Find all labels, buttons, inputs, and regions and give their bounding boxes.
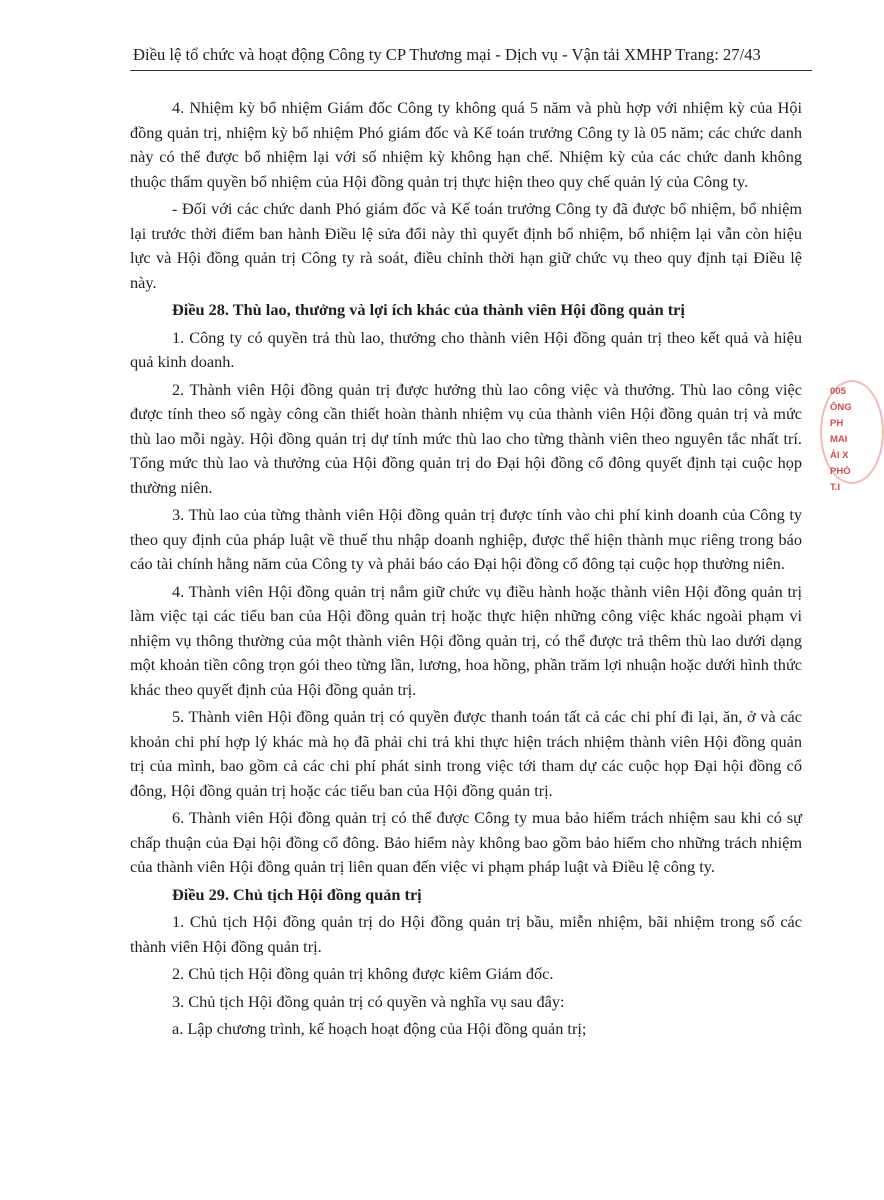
article-29-clause-2: 2. Chủ tịch Hội đồng quản trị không được kiêm Giám đốc. [172, 964, 554, 983]
stamp-line: ÔNG [830, 402, 852, 413]
article-28-heading: Điều 28. Thù lao, thưởng và lợi ích khác của thành viên Hội đồng quản trị [172, 300, 685, 319]
article-29-clause-3a: a. Lập chương trình, kế hoạch hoạt động của Hội đồng quản trị; [172, 1019, 587, 1038]
stamp-line: PHÒ [830, 466, 851, 477]
header-divider [130, 70, 812, 71]
article-29-heading: Điều 29. Chủ tịch Hội đồng quản trị [172, 884, 422, 904]
stamp-line: ẢI X [830, 450, 849, 461]
article-28-clause-2: 2. Thành viên Hội đồng quản trị được hưởng thù lao công việc và thưởng. Thù lao công việc được tính theo số ngày công cần thiết hoàn thành nhiệm vụ của thành viên Hội đồng quản trị và mức thù lao mỗi ngày. Hội đồng quản trị dự tính mức thù lao cho từng thành viên theo nguyên tắc nhất trí. Tổng mức thù lao và thưởng của Hội đồng quản trị do Đại hội đồng cổ đông quyết định tại cuộc họp thường niên. [130, 379, 802, 497]
red-stamp-edge [820, 380, 852, 493]
article-28-clause-5: 5. Thành viên Hội đồng quản trị có quyền được thanh toán tất cả các chi phí đi lại, ăn, ở và các khoản chi phí hợp lý khác mà họ đã phải chi trả khi thực hiện trách nhiệm thành viên Hội đồng quản trị của mình, bao gồm cả các chi phí phát sinh trong việc tới tham dự các cuộc họp Đại hội đồng cổ đông, Hội đồng quản trị hoặc các tiểu ban của Hội đồng quản trị. [130, 707, 802, 800]
article-28-clause-3: 3. Thù lao của từng thành viên Hội đồng quản trị được tính vào chi phí kinh doanh của Công ty theo quy định của pháp luật về thuế thu nhập doanh nghiệp, được thể hiện thành mục riêng trong báo cáo tài chính hằng năm của Công ty và phải báo cáo Đại hội đồng cổ đông tại cuộc họp thường niên. [130, 505, 802, 573]
stamp-line: PH [830, 418, 844, 429]
article-28-clause-1: 1. Công ty có quyền trả thù lao, thưởng cho thành viên Hội đồng quản trị theo kết quả và hiệu quả kinh doanh. [130, 327, 802, 371]
article-28-clause-6: 6. Thành viên Hội đồng quản trị có thể được Công ty mua bảo hiểm trách nhiệm sau khi có sự chấp thuận của Đại hội đồng cổ đông. Bảo hiểm này không bao gồm bảo hiểm cho những trách nhiệm của thành viên Hội đồng quản trị liên quan đến việc vi phạm pháp luật và Điều lệ công ty. [130, 808, 802, 876]
stamp-line: T.I [830, 482, 841, 493]
stamp-text [830, 384, 852, 496]
paragraph-term-of-office: 4. Nhiệm kỳ bổ nhiệm Giám đốc Công ty không quá 5 năm và phù hợp với nhiệm kỳ của Hội đồng quản trị, nhiệm kỳ bổ nhiệm Phó giám đốc và Kế toán trưởng Công ty là 05 năm; các chức danh này có thể được bổ nhiệm lại với số nhiệm kỳ không hạn chế. Nhiệm kỳ của các chức danh không thuộc thẩm quyền bổ nhiệm của Hội đồng quản trị thực hiện theo quy chế quản lý của Công ty. [130, 98, 802, 191]
article-28-clause-4: 4. Thành viên Hội đồng quản trị nắm giữ chức vụ điều hành hoặc thành viên Hội đồng quản trị làm việc tại các tiểu ban của Hội đồng quản trị hoặc thực hiện những công việc khác ngoài phạm vi nhiệm vụ thông thường của một thành viên Hội đồng quản trị, có thể được trả thêm thù lao dưới dạng một khoản tiền công trọn gói theo từng lần, lương, hoa hồng, phần trăm lợi nhuận hoặc dưới hình thức khác theo quyết định của Hội đồng quản trị. [130, 581, 802, 699]
article-29-clause-3: 3. Chủ tịch Hội đồng quản trị có quyền và nghĩa vụ sau đây: [172, 991, 565, 1011]
stamp-line: 005 [830, 386, 846, 397]
document-body [130, 96, 802, 1042]
article-29-clause-1: 1. Chủ tịch Hội đồng quản trị do Hội đồng quản trị bầu, miễn nhiệm, bãi nhiệm trong số các thành viên Hội đồng quản trị. [130, 912, 802, 956]
page-header: Điều lệ tổ chức và hoạt động Công ty CP Thương mại - Dịch vụ - Vận tải XMHP Trang: 27/43 [133, 45, 761, 64]
paragraph-transitional-provision: - Đối với các chức danh Phó giám đốc và Kế toán trưởng Công ty đã được bổ nhiệm, bổ nhiệm lại trước thời điểm ban hành Điều lệ sửa đổi này thì quyết định bổ nhiệm, bổ nhiệm lại vẫn còn hiệu lực và Hội đồng quản trị Công ty rà soát, điều chỉnh thời hạn giữ chức vụ theo quy định tại Điều lệ này. [130, 199, 802, 292]
stamp-line: MAI [830, 434, 848, 445]
